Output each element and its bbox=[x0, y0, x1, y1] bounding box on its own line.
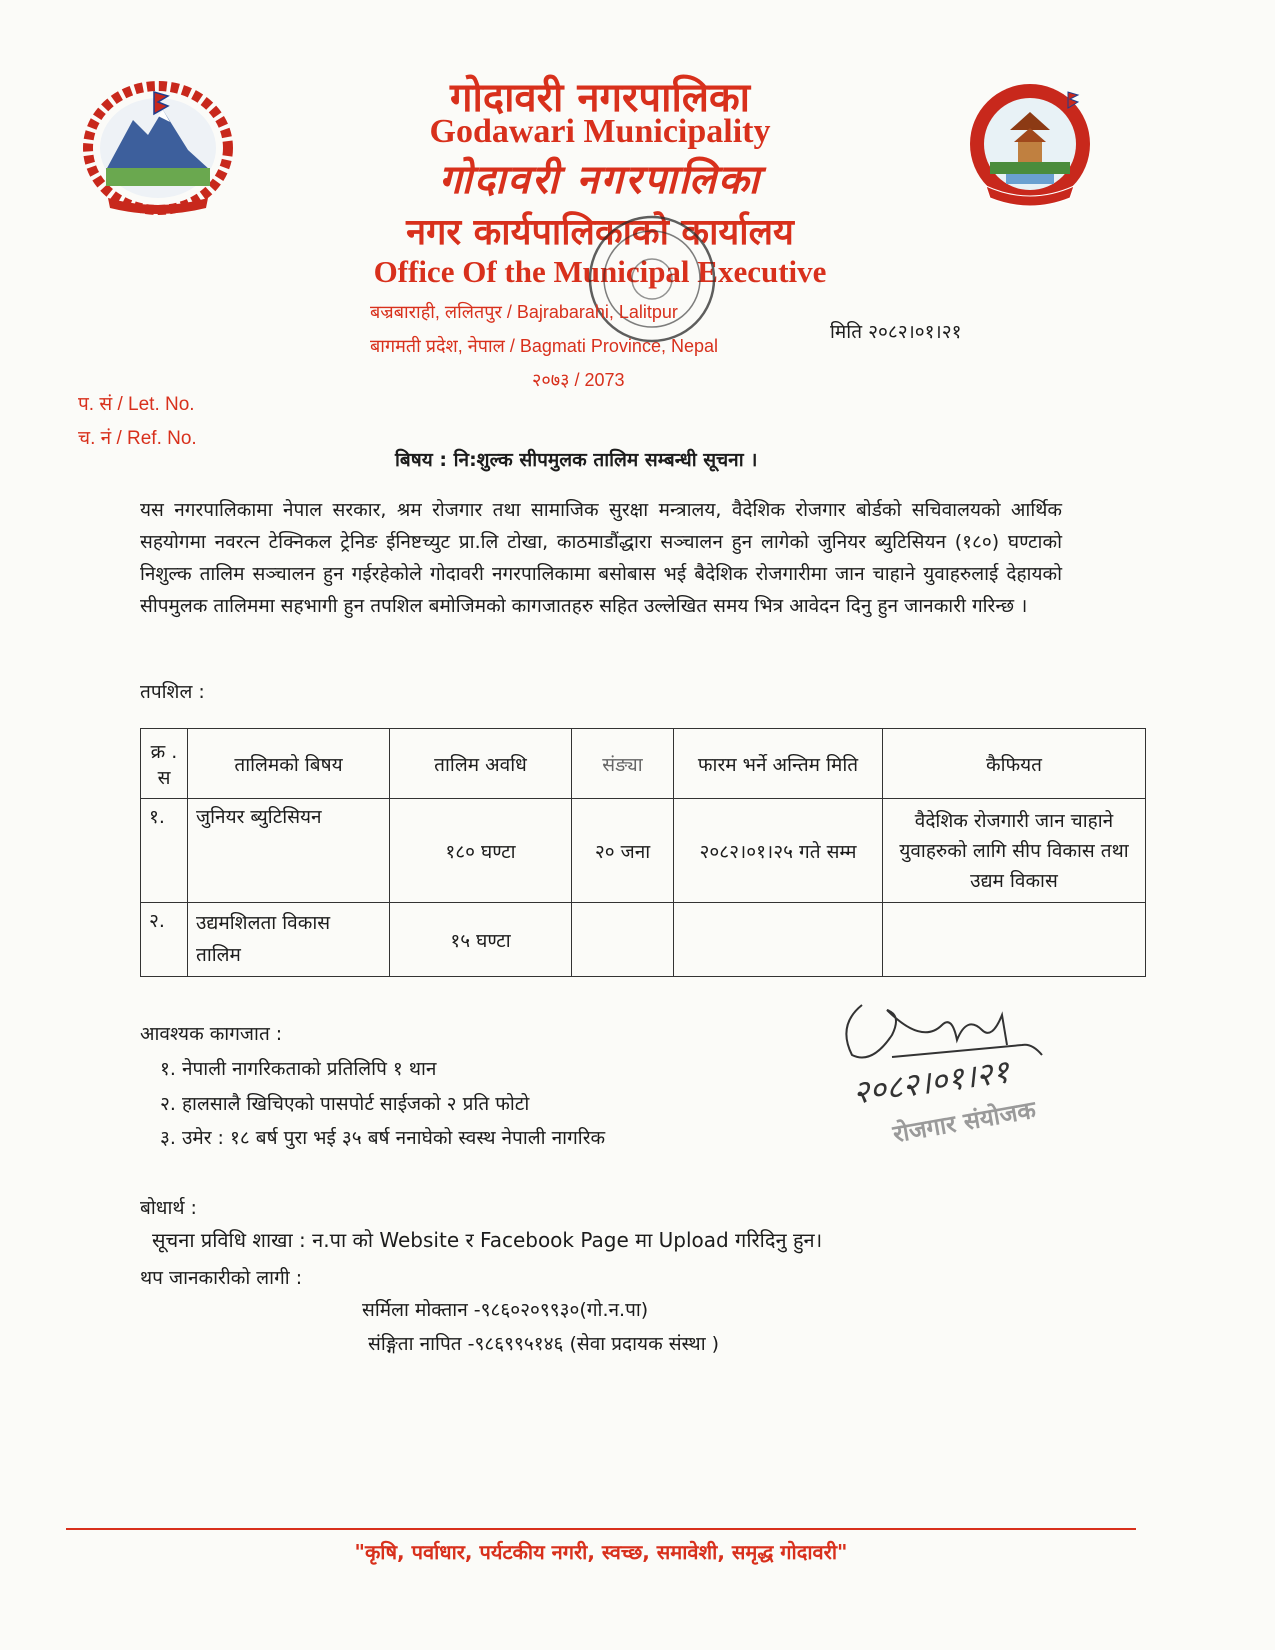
header-sn: क्र . स bbox=[141, 729, 188, 799]
documents-item-2: २. हालसालै खिचिएको पासपोर्ट साईजको २ प्रति फोटो bbox=[160, 1093, 530, 1115]
tapasil-label: तपशिल : bbox=[140, 681, 205, 703]
row2-subject: उद्यमशिलता विकास तालिम bbox=[188, 903, 390, 977]
table-row bbox=[141, 903, 1146, 977]
reference-number-label: च. नं / Ref. No. bbox=[78, 428, 197, 449]
bodhartha-text: सूचना प्रविधि शाखा : न.पा को Website र Facebook Page मा Upload गरिदिनु हुन। bbox=[152, 1228, 823, 1252]
letter-date: मिति २०८२।०१।२१ bbox=[830, 321, 962, 343]
contact-line-2: संङ्गिता नापित -९८६९९५१४६ (सेवा प्रदायक संस्था ) bbox=[368, 1333, 720, 1355]
subject-line: बिषय : नि:शुल्क सीपमुलक तालिम सम्बन्धी सूचना । bbox=[395, 449, 758, 471]
office-nepali: नगर कार्यपालिकाको कार्यालय bbox=[406, 212, 794, 253]
header-count: संङ्या bbox=[572, 729, 674, 799]
documents-item-3: ३. उमेर : १८ बर्ष पुरा भई ३५ बर्ष ननाघेको स्वस्थ नेपाली नागरिक bbox=[160, 1127, 606, 1149]
row1-count: २० जना bbox=[572, 799, 674, 903]
municipality-logo-icon bbox=[950, 78, 1110, 213]
row1-remarks: वैदेशिक रोजगारी जान चाहाने युवाहरुको लागि सीप विकास तथा उद्यम विकास bbox=[883, 799, 1146, 903]
documents-item-1: १. नेपाली नागरिकताको प्रतिलिपि १ थान bbox=[160, 1058, 437, 1080]
signature bbox=[832, 985, 1072, 1155]
row2-count bbox=[572, 903, 674, 977]
row1-deadline: २०८२।०१।२५ गते सम्म bbox=[674, 799, 883, 903]
header-deadline: फारम भर्ने अन्तिम मिति bbox=[674, 729, 883, 799]
letter-number-label: प. सं / Let. No. bbox=[78, 394, 195, 415]
footer-slogan: "कृषि, पर्वाधार, पर्यटकीय नगरी, स्वच्छ, समावेशी, समृद्ध गोदावरी" bbox=[354, 1540, 848, 1564]
established-year: २०७३ / 2073 bbox=[532, 370, 625, 390]
row2-sn: २. bbox=[141, 903, 188, 977]
row2-duration: १५ घण्टा bbox=[390, 903, 572, 977]
body-paragraph: यस नगरपालिकामा नेपाल सरकार, श्रम रोजगार तथा सामाजिक सुरक्षा मन्त्रालय, वैदेशिक रोजगार बोर्डको सचिवालयको आर्थिक सहयोगमा नवरत्न टेक्निकल ट्रेनिङ ईनिष्टच्युट प्रा.लि टोखा, काठमाडौंद्धारा सञ्चालन हुन लागेको जुनियर ब्युटिसियन (१८०) घण्टाको निशुल्क तालिम सञ्चालन हुन गईरहेकोले गोदावरी नगरपालिकामा बसोबास भई बैदेशिक रोजगारीमा जान चाहाने युवाहरुलाई देहायको सीपमुलक तालिममा सहभागी हुन तपशिल बमोजिमको कागजातहरु सहित उल्लेखित समय भित्र आवेदन दिनु हुन जानकारी गरिन्छ । bbox=[140, 499, 1062, 617]
row2-remarks bbox=[883, 903, 1146, 977]
table-row bbox=[141, 799, 1146, 903]
row1-subject: जुनियर ब्युटिसियन bbox=[188, 799, 390, 903]
signature-date: २०८२।०१।२१ bbox=[850, 1052, 1012, 1112]
right-emblem bbox=[950, 78, 1110, 213]
footer-divider bbox=[66, 1528, 1136, 1530]
header-remarks: कैफियत bbox=[883, 729, 1146, 799]
table-header-row bbox=[141, 729, 1146, 799]
contact-line-1: सर्मिला मोक्तान -९८६०२०९९३०(गो.न.पा) bbox=[362, 1299, 649, 1321]
office-seal bbox=[585, 212, 720, 347]
bodhartha-label: बोधार्थ : bbox=[140, 1197, 197, 1219]
training-table bbox=[140, 728, 1146, 977]
row1-duration: १८० घण्टा bbox=[390, 799, 572, 903]
address-line-2: बागमती प्रदेश, नेपाल / Bagmati Province, Nepal bbox=[370, 336, 718, 356]
office-english: Office Of the Municipal Executive bbox=[373, 254, 827, 289]
header-subject: तालिमको बिषय bbox=[188, 729, 390, 799]
header-duration: तालिम अवधि bbox=[390, 729, 572, 799]
row1-sn: १. bbox=[141, 799, 188, 903]
title-newari: गोदावरी नगरपालिका bbox=[438, 157, 762, 203]
signature-stamp: रोजगार संयोजक bbox=[890, 1095, 1038, 1149]
round-seal-icon bbox=[585, 212, 720, 347]
title-english: Godawari Municipality bbox=[429, 113, 771, 150]
documents-label: आवश्यक कागजात : bbox=[140, 1023, 283, 1045]
nepal-emblem-icon bbox=[78, 80, 238, 215]
address-line-1: बज्रबाराही, ललितपुर / Bajrabarahi, Lalitpur bbox=[370, 302, 678, 322]
title-nepali: गोदावरी नगरपालिका bbox=[449, 75, 751, 121]
left-emblem bbox=[78, 80, 238, 215]
contact-label: थप जानकारीको लागी : bbox=[140, 1267, 303, 1289]
row2-deadline bbox=[674, 903, 883, 977]
